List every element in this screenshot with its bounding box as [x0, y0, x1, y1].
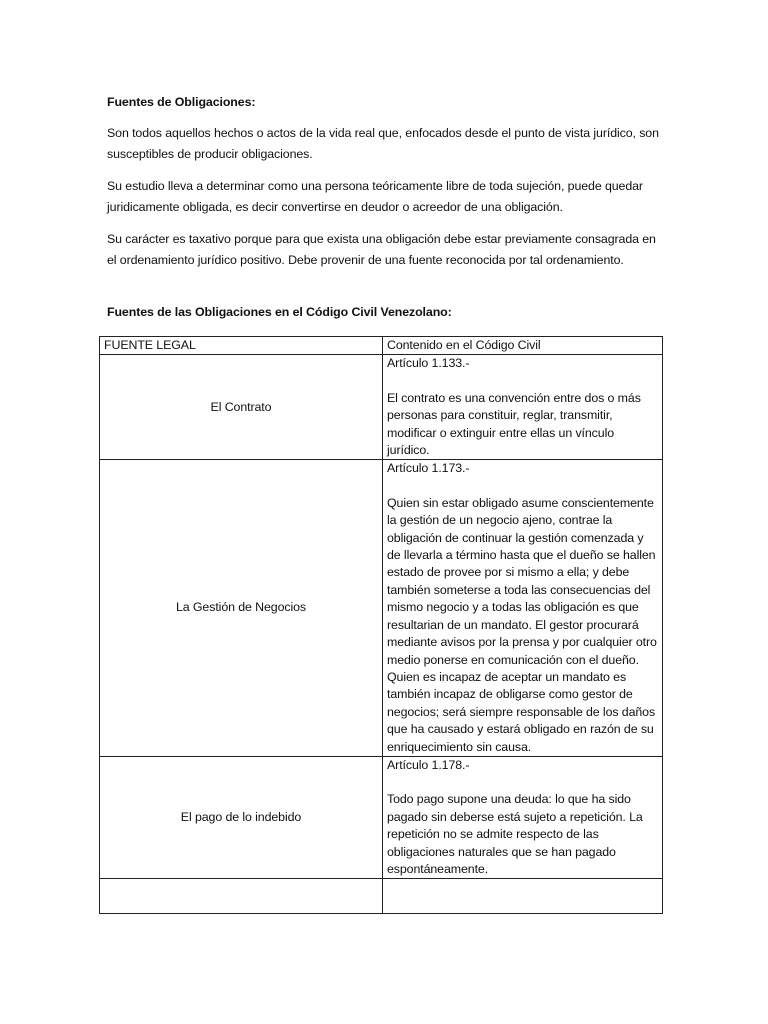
fuente-cell: La Gestión de Negocios [100, 460, 383, 757]
paragraph-caracter-taxativo: Su carácter es taxativo porque para que exista una obligación debe estar previamente consagrada en el ordenamiento jurídico positivo. Debe provenir de una fuente reconocida por tal ordenamiento. [107, 232, 656, 267]
heading-fuentes-codigo-civil: Fuentes de las Obligaciones en el Código Civil Venezolano: [107, 305, 452, 319]
table-row [100, 355, 663, 460]
contenido-cell [383, 355, 663, 460]
articulo-text: Quien sin estar obligado asume conscientemente la gestión de un negocio ajeno, contrae la obligación de continuar la gestión comenzada y de llevarla a término hasta que el dueño se hallen estado de provee por si mismo a ella; y debe también someterse a toda las consecuencias del mismo negocio y a todas las obligación es que resultarian de un mandato. El gestor procurará mediante avisos por la prensa y por cualquier otro medio ponerse en comunicación con el dueño. Quien es incapaz de aceptar un mandato es también incapaz de obligarse como gestor de negocios; será siempre responsable de los daños que ha causado y estará obligado en razón de su enriquecimiento sin causa. [387, 495, 657, 754]
empty-cell [383, 879, 663, 914]
contenido-cell [383, 756, 663, 878]
fuente-cell: El Contrato [100, 355, 383, 460]
articulo-text: El contrato es una convención entre dos o más personas para constituir, reglar, transmitir, modificar o extinguir entre ellas un vínculo jurídico. [387, 390, 641, 458]
articulo-label: Artículo 1.178.- [387, 757, 470, 772]
heading-fuentes-de-obligaciones: Fuentes de Obligaciones: [107, 95, 256, 109]
articulo-text: Todo pago supone una deuda: lo que ha sido pagado sin deberse está sujeto a repetición. La repetición no se admite respecto de las obligaciones naturales que se han pagado espontáneamente. [387, 792, 643, 876]
table-header-row [100, 337, 663, 355]
paragraph-estudio: Su estudio lleva a determinar como una persona teóricamente libre de toda sujeción, puede quedar juridicamente obligada, es decir convertirse en deudor o acreedor de una obligación. [107, 179, 643, 214]
fuentes-table [99, 336, 663, 914]
articulo-label: Artículo 1.133.- [387, 356, 470, 371]
fuente-cell: El pago de lo indebido [100, 756, 383, 878]
table-row-empty [100, 879, 663, 914]
header-contenido: Contenido en el Código Civil [383, 337, 663, 355]
contenido-cell [383, 460, 663, 757]
header-fuente-legal: FUENTE LEGAL [100, 337, 383, 355]
table-row [100, 460, 663, 757]
table-row [100, 756, 663, 878]
empty-cell [100, 879, 383, 914]
articulo-label: Artículo 1.173.- [387, 461, 470, 476]
paragraph-definicion: Son todos aquellos hechos o actos de la vida real que, enfocados desde el punto de vista jurídico, son susceptibles de producir obligaciones. [107, 126, 659, 161]
